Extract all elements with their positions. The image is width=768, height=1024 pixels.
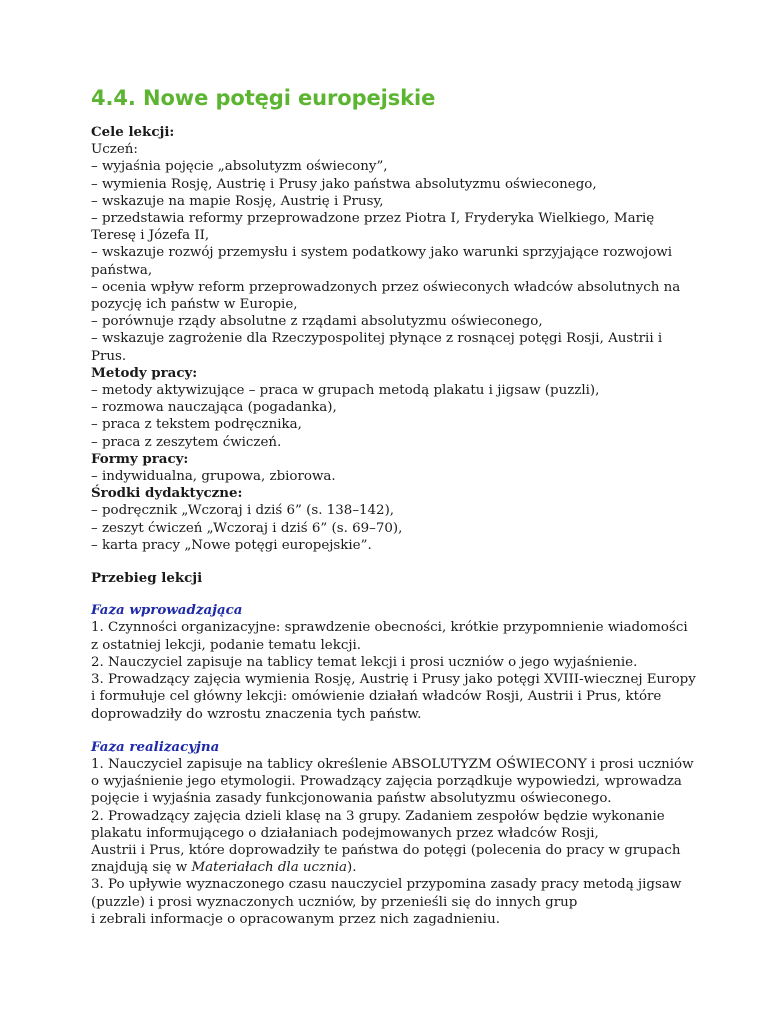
text-line: – wyjaśnia pojęcie „absolutyzm oświecony”, xyxy=(91,159,388,175)
forms-heading: Formy pracy: xyxy=(91,450,189,467)
aids-heading: Środki dydaktyczne: xyxy=(91,485,243,502)
main-phase-line-italic: znajdują się w Materiałach dla ucznia). xyxy=(91,860,357,876)
text-line: – metody aktywizujące – praca w grupach metodą plakatu i jigsaw (puzzli), xyxy=(91,383,600,399)
text-line: 2. Prowadzący zajęcia dzieli klasę na 3 grupy. Zadaniem zespołów będzie wykonanie xyxy=(91,808,665,824)
text-line: i zebrali informacje o opracowanym przez nich zagadnieniu. xyxy=(91,911,500,927)
course-heading: Przebieg lekcji xyxy=(91,570,203,587)
text-line: państwa, xyxy=(91,262,153,278)
text-line: z ostatniej lekcji, podanie tematu lekcji. xyxy=(91,637,362,653)
text-line: 1. Czynności organizacyjne: sprawdzenie obecności, krótkie przypomnienie wiadomości xyxy=(91,620,688,636)
goals-intro: Uczeń: xyxy=(91,142,138,158)
text-line: pozycję ich państw w Europie, xyxy=(91,297,298,313)
text-line: 3. Prowadzący zajęcia wymienia Rosję, Austrię i Prusy jako potęgi XVIII-wiecznej Europy xyxy=(91,672,696,688)
text-line: – rozmowa nauczająca (pogadanka), xyxy=(91,400,337,416)
methods-heading: Metody pracy: xyxy=(91,364,198,381)
text-line: 2. Nauczyciel zapisuje na tablicy temat lekcji i prosi uczniów o jego wyjaśnienie. xyxy=(91,654,638,670)
text-line: – wskazuje rozwój przemysłu i system podatkowy jako warunki sprzyjające rozwojowi xyxy=(91,245,673,261)
text-line: (puzzle) i prosi wyznaczonych uczniów, by przenieśli się do innych grup xyxy=(91,894,578,910)
text-line: – indywidualna, grupowa, zbiorowa. xyxy=(91,469,336,485)
text-line: 1. Nauczyciel zapisuje na tablicy określenie ABSOLUTYZM OŚWIECONY i prosi uczniów xyxy=(91,756,694,772)
goals-heading: Cele lekcji: xyxy=(91,124,175,140)
text-line: – wskazuje zagrożenie dla Rzeczypospolitej płynące z rosnącej potęgi Rosji, Austrii i xyxy=(91,331,663,347)
text-line: – porównuje rządy absolutne z rządami absolutyzmu oświeconego, xyxy=(91,314,543,330)
text-line: – wymienia Rosję, Austrię i Prusy jako państwa absolutyzmu oświeconego, xyxy=(91,176,597,192)
main-phase-title: Faza realizacyjna xyxy=(91,738,220,755)
text-line: – praca z zeszytem ćwiczeń. xyxy=(91,434,282,450)
page-title: 4.4. Nowe potęgi europejskie xyxy=(91,86,436,110)
text-line: Austrii i Prus, które doprowadziły te państwa do potęgi (polecenia do pracy w grupach xyxy=(91,842,681,858)
forms-list xyxy=(91,468,681,485)
text-line: – ocenia wpływ reform przeprowadzonych przez oświeconych władców absolutnych na xyxy=(91,279,681,295)
text-line: – zeszyt ćwiczeń „Wczoraj i dziś 6” (s. 69–70), xyxy=(91,520,403,536)
text-line: plakatu informującego o działaniach podejmowanych przez władców Rosji, xyxy=(91,825,599,841)
text-line: Teresę i Józefa II, xyxy=(91,228,210,244)
methods-list xyxy=(91,382,681,451)
text-line: i formułuje cel główny lekcji: omówienie działań władców Rosji, Austrii i Prus, które xyxy=(91,689,662,705)
intro-phase-title: Faza wprowadzająca xyxy=(91,602,243,619)
text-line: 3. Po upływie wyznaczonego czasu nauczyciel przypomina zasady pracy metodą jigsaw xyxy=(91,877,682,893)
text-line: – wskazuje na mapie Rosję, Austrię i Prusy, xyxy=(91,193,384,209)
text-line: – podręcznik „Wczoraj i dziś 6” (s. 138–142), xyxy=(91,503,395,519)
goals-list xyxy=(91,158,681,364)
text-line: – karta pracy „Nowe potęgi europejskie”. xyxy=(91,537,372,553)
text-line: o wyjaśnienie jego etymologii. Prowadzący zajęcia porządkuje wypowiedzi, wprowadza xyxy=(91,774,682,790)
intro-phase-list xyxy=(91,619,696,722)
main-phase-list xyxy=(91,756,694,859)
text-line: – przedstawia reformy przeprowadzone przez Piotra I, Fryderyka Wielkiego, Marię xyxy=(91,211,655,227)
text-line: doprowadziły do wzrostu znaczenia tych państw. xyxy=(91,706,422,722)
aids-list xyxy=(91,502,681,554)
text-line: – praca z tekstem podręcznika, xyxy=(91,417,302,433)
text-line: Prus. xyxy=(91,348,127,364)
document-body xyxy=(91,124,696,928)
main-phase-after-list xyxy=(91,876,681,928)
text-line: pojęcie i wyjaśnia zasady funkcjonowania państw absolutyzmu oświeconego. xyxy=(91,791,612,807)
